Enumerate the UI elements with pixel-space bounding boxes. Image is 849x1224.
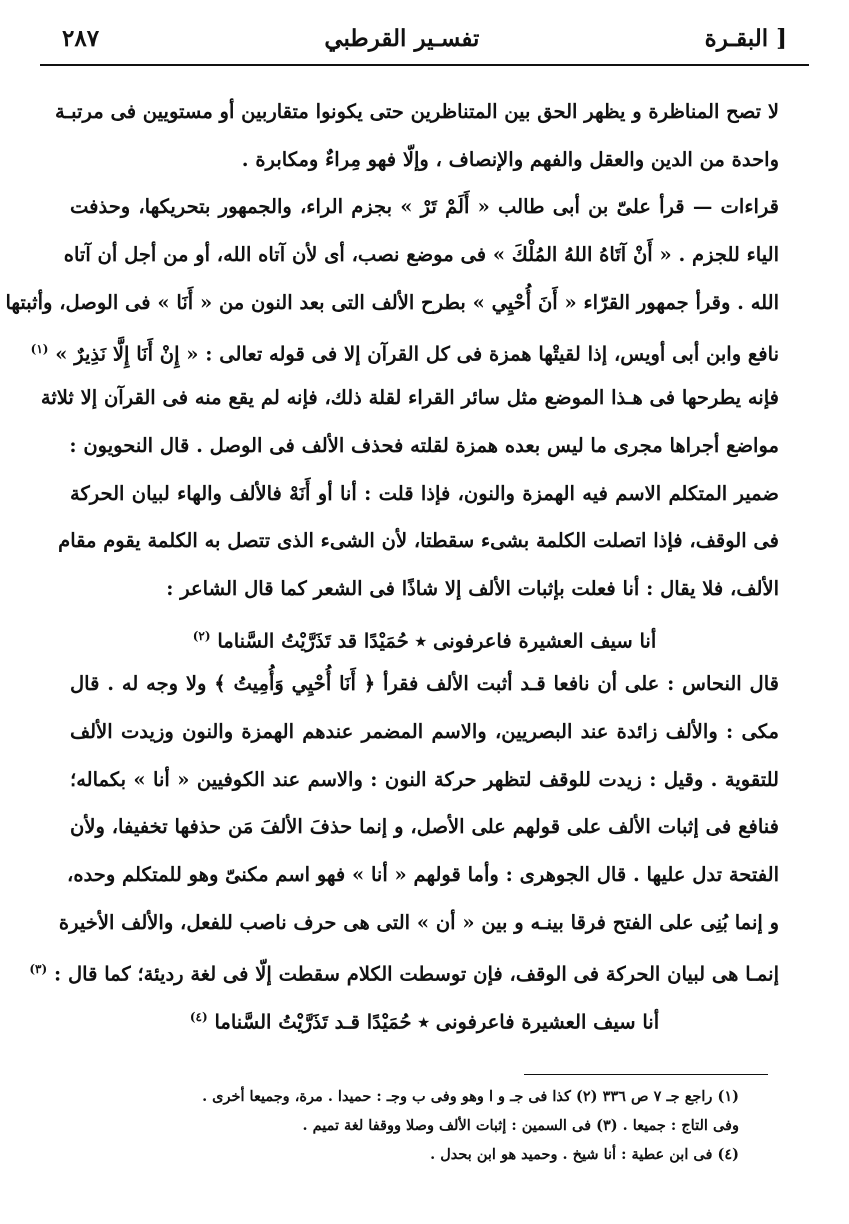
note-ref-3: (٣): [29, 962, 48, 977]
running-title: تفسـير القرطبي: [324, 24, 480, 52]
main-text: [5, 88, 779, 1042]
text-line: لا تصح المناظرة و يظهر الحق بين المتناظرين حتى يكونوا متقاربين أو مستويين فى مرتبـة: [54, 100, 779, 123]
text-line: الألف، فلا يقال : أنا فعلت بإثبات الألف إلا شاذًا فى الشعر كما قال الشاعر :: [166, 576, 779, 600]
text-line: قال النحاس : على أن نافعا قـد أثبت الألف فقرأ ﴿ أَنَا أُحْيِي وَأُمِيتُ ﴾ ولا وجه له . قال: [70, 672, 779, 696]
text-line: [29, 946, 779, 994]
text-line: مواضع أجراها مجرى ما ليس بعده همزة لقلته فحذف الألف فى الوصل . قال النحويون :: [69, 433, 779, 457]
page-header: [62, 18, 787, 58]
text-line: واحدة من الدين والعقل والفهم والإنصاف ، وإلّا فهو مِراءٌ ومكابرة .: [241, 147, 779, 171]
text-line: الله . وقرأ جمهور القرّاء « أَنَ أُحْيِي » بطرح الألف التى بعد النون من « أَنَا » فى الوصل، وأثبتها: [5, 290, 779, 314]
footnote-line: (١) راجع جـ ٧ ص ٣٣٦ (٢) كذا فى جـ و ا وهو وفى ب وجـ : حميدا . مرة، وجميعا أخرى .: [202, 1088, 739, 1105]
header-rule: [40, 64, 809, 66]
verse-text: أنا سيف العشيرة فاعرفونى ٭ حُمَيْدًا قـد تَذَرَّيْتُ السَّناما: [214, 1010, 660, 1034]
text-line-content: نافع وابن أبى أويس، إذا لقيتْها همزة فى كل القرآن إلا فى قوله تعالى : « إِنْ أَنَا إِلَّا نَذِيرٌ »: [55, 342, 779, 366]
footnote-rule: [524, 1074, 768, 1075]
text-line: فإنه يطرحها فى هـذا الموضع مثل سائر القراء لقلة ذلك، فإنه لم يقع منه فى القرآن إلا ثلاثة: [40, 386, 779, 410]
page-number: ٢٨٧: [62, 24, 100, 52]
surah-marker: البقـرة ]: [704, 24, 787, 52]
verse-line: [70, 994, 779, 1042]
footnotes: [70, 1082, 739, 1169]
footnote-line: (٤) فى ابن عطية : أنا شيخ . وحميد هو ابن بحدل .: [430, 1146, 739, 1163]
text-line: للتقوية . وقيل : زيدت للوقف لتظهر حركة النون : والاسم عند الكوفيين « أنا » بكماله؛: [70, 767, 779, 791]
text-line: فى الوقف، فإذا اتصلت الكلمة بشىء سقطتا، لأن الشىء الذى تتصل به الكلمة يقوم مقام: [58, 529, 779, 553]
verse-line: [70, 613, 779, 661]
note-ref-2: (٢): [192, 628, 211, 643]
text-line: ضمير المتكلم الاسم فيه الهمزة والنون، فإذا قلت : أنا أو أَنَهْ فالألف والهاء لبيان الحركة: [70, 481, 779, 505]
footnote-line: وفى التاج : جميعا . (٣) فى السمين : إثبات الألف وصلا ووقفا لغة تميم .: [302, 1117, 739, 1134]
text-line: الفتحة تدل عليها . قال الجوهرى : وأما قولهم « أنا » فهو اسم مكنىّ وهو للمتكلم وحده،: [67, 863, 779, 886]
text-line: مكى : والألف زائدة عند البصريين، والاسم المضمر عندهم الهمزة والنون وزيدت الألف: [70, 719, 779, 743]
text-line-content: إنمـا هى لبيان الحركة فى الوقف، فإن توسطت الكلام سقطت إلّا فى لغة رديئة؛ كما قال :: [53, 962, 779, 986]
verse-text: أنا سيف العشيرة فاعرفونى ٭ حُمَيْدًا قد تَذَرَّيْتُ السَّناما: [217, 629, 657, 653]
note-ref-4: (٤): [189, 1010, 208, 1025]
text-line: [30, 326, 779, 374]
text-line: الياء للجزم . « أَنْ آتَاهُ اللهُ المُلْكَ » فى موضع نصب، أى لأن آتاه الله، أو من أجل أن آتاه: [63, 243, 779, 267]
text-line: و إنما بُنِى على الفتح فرقا بينـه و بين « أن » التى هى حرف ناصب للفعل، والألف الأخيرة: [58, 910, 779, 934]
note-ref-1: (١): [30, 342, 49, 357]
text-line: فنافع فى إثبات الألف على قولهم على الأصل، و إنما حذفَ الألفَ مَن حذفها تخفيفا، ولأن: [70, 815, 779, 839]
text-line: قراءات — قرأ علىّ بن أبى طالب « أَلَمْ تَرْ » بجزم الراء، والجمهور بتحريكها، وحذفت: [70, 195, 779, 219]
